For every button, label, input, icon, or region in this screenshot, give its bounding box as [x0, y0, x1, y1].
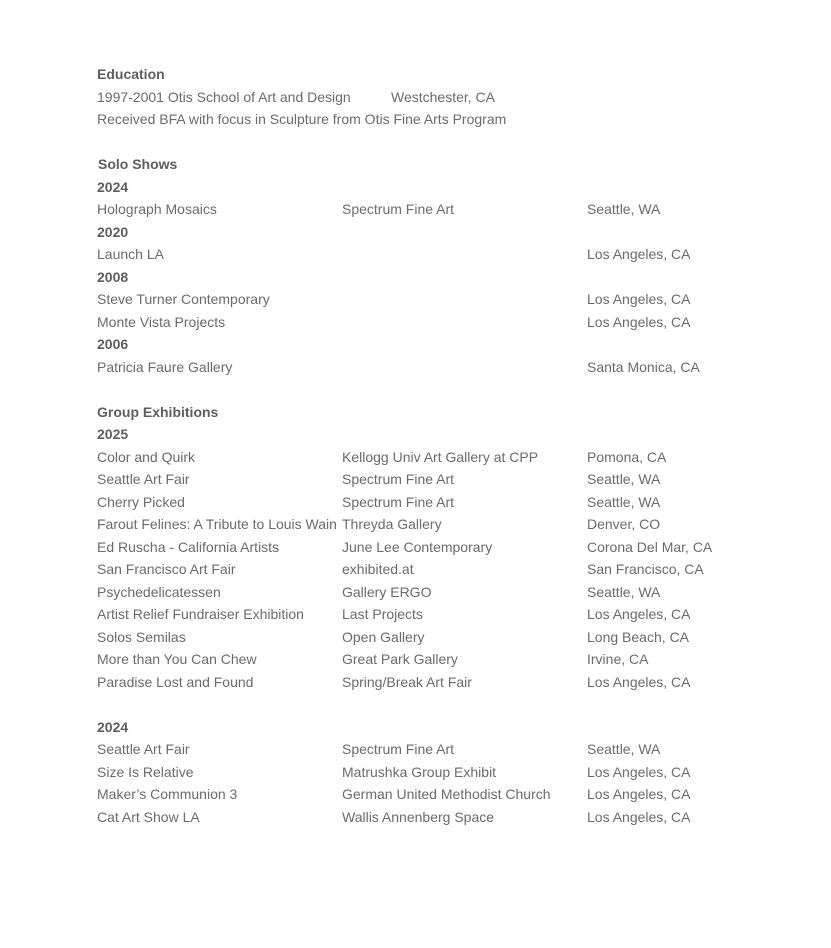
exhibition-row: [97, 671, 797, 694]
exhibition-row: [97, 603, 797, 626]
exhibition-venue: June Lee Contemporary: [342, 538, 493, 555]
exhibition-venue: Matrushka Group Exhibit: [342, 763, 497, 780]
exhibition-title: Maker’s Communion 3: [97, 786, 238, 802]
exhibition-row: [97, 198, 797, 221]
exhibition-title: Cherry Picked: [97, 493, 185, 510]
year-heading: 2024: [97, 178, 129, 195]
exhibition-location: Long Beach, CA: [587, 628, 689, 645]
exhibition-venue: Kellogg Univ Art Gallery at CPP: [342, 448, 539, 465]
exhibition-venue: Last Projects: [342, 606, 423, 622]
exhibition-location: Irvine, CA: [587, 651, 649, 667]
exhibition-title: Artist Relief Fundraiser Exhibition: [97, 606, 304, 622]
year-heading: 2008: [97, 268, 129, 285]
exhibition-location: Seattle, WA: [587, 493, 661, 510]
education-heading: Education: [97, 66, 165, 82]
exhibition-row: [97, 513, 797, 536]
exhibition-row: [97, 491, 797, 514]
exhibition-row: [97, 446, 797, 469]
exhibition-title: Solos Semilas: [97, 628, 186, 645]
exhibition-venue: Open Gallery: [342, 628, 425, 645]
exhibition-location: Santa Monica, CA: [587, 358, 700, 375]
exhibition-title: Seattle Art Fair: [97, 471, 190, 487]
education-location: Westchester, CA: [391, 88, 496, 105]
exhibition-venue: [342, 243, 587, 266]
exhibition-location: San Francisco, CA: [587, 561, 704, 577]
exhibition-location: Corona Del Mar, CA: [587, 538, 713, 555]
year-heading: 2020: [97, 223, 129, 240]
exhibition-location: Seattle, WA: [587, 741, 661, 757]
exhibition-venue: Gallery ERGO: [342, 583, 432, 600]
exhibition-title: Seattle Art Fair: [97, 741, 190, 757]
exhibition-row: [97, 626, 797, 649]
exhibition-title: Size Is Relative: [97, 763, 194, 780]
exhibition-title: More than You Can Chew: [97, 651, 257, 667]
exhibition-location: Seattle, WA: [587, 471, 661, 487]
exhibition-row: [97, 738, 797, 761]
exhibition-title: Ed Ruscha - California Artists: [97, 538, 280, 555]
exhibition-row: [97, 311, 797, 334]
exhibition-venue: Spectrum Fine Art: [342, 741, 455, 757]
exhibition-venue: Spectrum Fine Art: [342, 471, 455, 487]
section-spacer: [97, 378, 797, 401]
exhibition-row: [97, 761, 797, 784]
exhibition-title: Holograph Mosaics: [97, 201, 217, 217]
exhibition-venue: [342, 356, 587, 379]
exhibition-title: Farout Felines: A Tribute to Louis Wain: [97, 516, 337, 532]
year-heading: 2006: [97, 336, 129, 352]
exhibition-venue: Great Park Gallery: [342, 651, 458, 667]
exhibition-location: Seattle, WA: [587, 201, 661, 217]
exhibition-venue: exhibited.at: [342, 561, 414, 577]
exhibition-location: Los Angeles, CA: [587, 763, 691, 780]
exhibition-venue: Spectrum Fine Art: [342, 493, 455, 510]
exhibition-location: Denver, CO: [587, 516, 661, 532]
education-school-line: [97, 86, 797, 109]
exhibition-title: Patricia Faure Gallery: [97, 358, 233, 375]
education-years-school: 1997-2001 Otis School of Art and Design: [97, 88, 351, 105]
group-exhibitions-list: [97, 423, 797, 828]
exhibition-venue: Threyda Gallery: [342, 516, 442, 532]
exhibition-location: Los Angeles, CA: [587, 786, 691, 802]
solo-shows-heading: Solo Shows: [98, 156, 178, 172]
exhibition-venue: German United Methodist Church: [342, 786, 551, 802]
group-exhibitions-heading: Group Exhibitions: [97, 403, 219, 420]
exhibition-title: Cat Art Show LA: [97, 808, 200, 825]
exhibition-title: Psychedelicatessen: [97, 583, 221, 600]
education-degree: Received BFA with focus in Sculpture from Otis Fine Arts Program: [97, 111, 507, 127]
exhibition-title: Color and Quirk: [97, 448, 196, 465]
exhibition-row: [97, 783, 797, 806]
exhibition-venue: [342, 288, 587, 311]
exhibition-row: [97, 468, 797, 491]
year-group-spacer: [97, 693, 797, 716]
exhibition-row: [97, 356, 797, 379]
exhibition-row: [97, 536, 797, 559]
exhibition-location: Los Angeles, CA: [587, 673, 691, 690]
exhibition-venue: [342, 311, 587, 334]
exhibition-location: Pomona, CA: [587, 448, 667, 465]
exhibition-location: Seattle, WA: [587, 583, 661, 600]
exhibition-location: Los Angeles, CA: [587, 313, 691, 330]
section-spacer: [97, 131, 797, 154]
exhibition-title: San Francisco Art Fair: [97, 561, 236, 577]
exhibition-venue: Spring/Break Art Fair: [342, 673, 472, 690]
exhibition-venue: Wallis Annenberg Space: [342, 808, 495, 825]
exhibition-title: Launch LA: [97, 246, 164, 262]
exhibition-row: [97, 581, 797, 604]
resume-document: [97, 63, 797, 828]
exhibition-row: [97, 243, 797, 266]
exhibition-title: Monte Vista Projects: [97, 313, 226, 330]
year-heading: 2024: [97, 718, 129, 735]
exhibition-venue: Spectrum Fine Art: [342, 201, 455, 217]
exhibition-location: Los Angeles, CA: [587, 246, 691, 262]
exhibition-location: Los Angeles, CA: [587, 606, 691, 622]
exhibition-row: [97, 806, 797, 829]
exhibition-location: Los Angeles, CA: [587, 808, 691, 825]
year-heading: 2025: [97, 426, 129, 442]
exhibition-location: Los Angeles, CA: [587, 291, 691, 307]
solo-shows-list: [97, 176, 797, 379]
exhibition-title: Steve Turner Contemporary: [97, 291, 270, 307]
exhibition-row: [97, 648, 797, 671]
exhibition-title: Paradise Lost and Found: [97, 673, 254, 690]
exhibition-row: [97, 288, 797, 311]
exhibition-row: [97, 558, 797, 581]
